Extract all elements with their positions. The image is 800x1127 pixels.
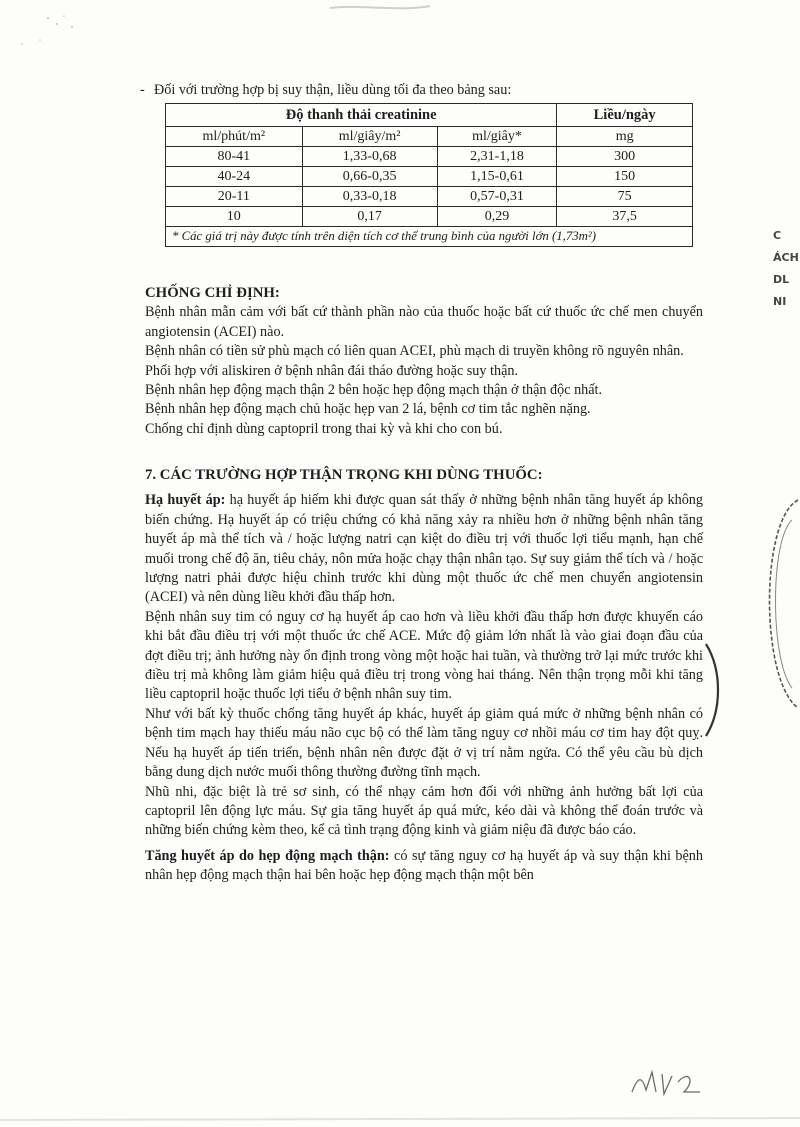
contra-line: Chống chỉ định dùng captopril trong thai kỳ và khi cho con bú. <box>145 420 503 437</box>
margin-mark: NI <box>773 295 787 308</box>
handwritten-page-mark <box>628 1062 708 1102</box>
table-cell: 0,29 <box>437 207 557 227</box>
margin-mark: C <box>773 229 782 242</box>
paragraph-text: có sự tăng nguy cơ hạ huyết áp và suy thận khi bệnh nhân hẹp động mạch thận hai bên hoặc hẹp động mạch thận một bên <box>145 847 703 884</box>
section-7-heading: 7. CÁC TRƯỜNG HỢP THẬN TRỌNG KHI DÙNG THUỐC: <box>145 467 543 483</box>
margin-mark: DL <box>773 273 790 286</box>
margin-mark: ÁCH <box>773 251 799 264</box>
contraindications-heading: CHỐNG CHỈ ĐỊNH: <box>145 285 280 301</box>
contra-line: Phối hợp với aliskiren ở bệnh nhân đái tháo đường hoặc suy thận. <box>145 362 519 379</box>
renal-dosage-table <box>165 103 693 247</box>
paragraph-lead: Tăng huyết áp do hẹp động mạch thận: <box>145 847 390 864</box>
paragraph-heart-failure: Bệnh nhân suy tim có nguy cơ hạ huyết áp cao hơn và liều khởi đầu thấp hơn được khuyến cáo khi bắt đầu điều trị với một thuốc ức chế ACE. Mức độ giảm lớn nhất là vào giai đoạn đầu của đợt điều trị; ảnh hưởng này ổn định trong vòng một hoặc hai tuần, và thường trở lại mức trước khi điều trị mà không làm giảm hiệu quả điều trị trong vòng hai tháng. Nên thận trọng mỗi khi tăng liều captopril hoặc thuốc lợi tiểu ở bệnh nhân suy tim. <box>145 608 703 703</box>
dosage-intro <box>140 82 708 99</box>
precautions-section <box>145 466 703 886</box>
table-cell: 0,17 <box>302 207 437 227</box>
table-header-row <box>166 104 693 127</box>
table-cell: 40-24 <box>166 167 303 187</box>
dosage-intro-text: Đối với trường hợp bị suy thận, liều dùng tối đa theo bảng sau: <box>154 82 512 98</box>
table-cell: 37,5 <box>557 207 693 227</box>
margin-stamp-text <box>773 225 799 313</box>
contraindications-section <box>145 284 703 439</box>
table-cell: 20-11 <box>166 187 303 207</box>
table-row <box>166 187 693 207</box>
table-cell: 0,57-0,31 <box>437 187 557 207</box>
unit-cell: ml/giây* <box>437 127 557 147</box>
table-row <box>166 147 693 167</box>
header-daily-dose: Liều/ngày <box>557 104 693 127</box>
table-cell: 150 <box>557 167 693 187</box>
paragraph-lead: Hạ huyết áp: <box>145 492 226 509</box>
contra-line: Bệnh nhân hẹp động mạch chủ hoặc hẹp van 2 lá, bệnh cơ tim tắc nghẽn nặng. <box>145 401 591 418</box>
contra-line: Bệnh nhân có tiền sử phù mạch có liên quan ACEI, phù mạch di truyền không rõ nguyên nhân. <box>145 343 684 360</box>
table-cell: 300 <box>557 147 693 167</box>
unit-cell: mg <box>557 127 693 147</box>
table-cell: 75 <box>557 187 693 207</box>
table-cell: 1,33-0,68 <box>302 147 437 167</box>
paragraph-text: hạ huyết áp hiếm khi được quan sát thấy ở những bệnh nhân tăng huyết áp không biến chứng. Hạ huyết áp có triệu chứng có khả năng xảy ra nhiều hơn ở những bệnh nhân tăng huyết áp mà thể tích và / hoặc lượng natri cạn kiệt do điều trị với thuốc lợi tiểu mạnh, hạn chế muối trong chế độ ăn, tiêu chảy, nôn mửa hoặc chạy thận nhân tạo. Sự suy giảm thể tích và / hoặc lượng natri phải được hiệu chỉnh trước khi dùng một thuốc ức chế men chuyển angiotensin (ACEI) và nên dùng liều khởi đầu thấp hơn. <box>145 492 703 606</box>
contra-line: Bệnh nhân mẫn cảm với bất cứ thành phần nào của thuốc hoặc bất cứ thuốc ức chế men chuyển angiotensin (ACEI) nào. <box>145 304 703 340</box>
unit-cell: ml/giây/m² <box>302 127 437 147</box>
round-stamp-fragment <box>740 480 800 720</box>
table-unit-row <box>166 127 693 147</box>
table-cell: 1,15-0,61 <box>437 167 557 187</box>
scan-artifacts-top <box>0 0 800 70</box>
header-creatinine-clearance: Độ thanh thải creatinine <box>166 104 557 127</box>
contra-line: Bệnh nhân hẹp động mạch thận 2 bên hoặc hẹp động mạch thận ở thận độc nhất. <box>145 382 603 399</box>
table-row <box>166 207 693 227</box>
table-row <box>166 167 693 187</box>
scan-artifacts-bottom <box>0 1112 800 1127</box>
table-footnote: * Các giá trị này được tính trên diện tích cơ thể trung bình của người lớn (1,73m²) <box>166 227 693 247</box>
paragraph-cardiovascular: Như với bất kỳ thuốc chống tăng huyết áp khác, huyết áp giảm quá mức ở những bệnh nhân có bệnh tim mạch hay thiếu máu não cục bộ có thể làm tăng nguy cơ nhồi máu cơ tim hay đột quỵ. Nếu hạ huyết áp tiến triển, bệnh nhân nên được đặt ở vị trí nằm ngửa. Có thể yêu cầu bù dịch bằng dung dịch nước muối thông thường đường tĩnh mạch. <box>145 705 703 781</box>
paragraph-hypotension <box>145 491 703 607</box>
table-cell: 2,31-1,18 <box>437 147 557 167</box>
table-cell: 10 <box>166 207 303 227</box>
table-footnote-row <box>166 227 693 247</box>
bracket-mark <box>700 640 730 740</box>
bullet-dash: - <box>140 82 145 98</box>
paragraph-renal-stenosis <box>145 847 703 886</box>
table-cell: 80-41 <box>166 147 303 167</box>
table-cell: 0,33-0,18 <box>302 187 437 207</box>
paragraph-infants: Nhũ nhi, đặc biệt là trẻ sơ sinh, có thể nhạy cảm hơn đối với những ảnh hưởng bất lợi của captopril lên động lực máu. Sự gia tăng huyết áp quá mức, kéo dài và không thể đoán trước và những biến chứng kèm theo, kể cả tình trạng động kinh và giảm niệu đã được báo cáo. <box>145 783 703 839</box>
unit-cell: ml/phút/m² <box>166 127 303 147</box>
table-cell: 0,66-0,35 <box>302 167 437 187</box>
